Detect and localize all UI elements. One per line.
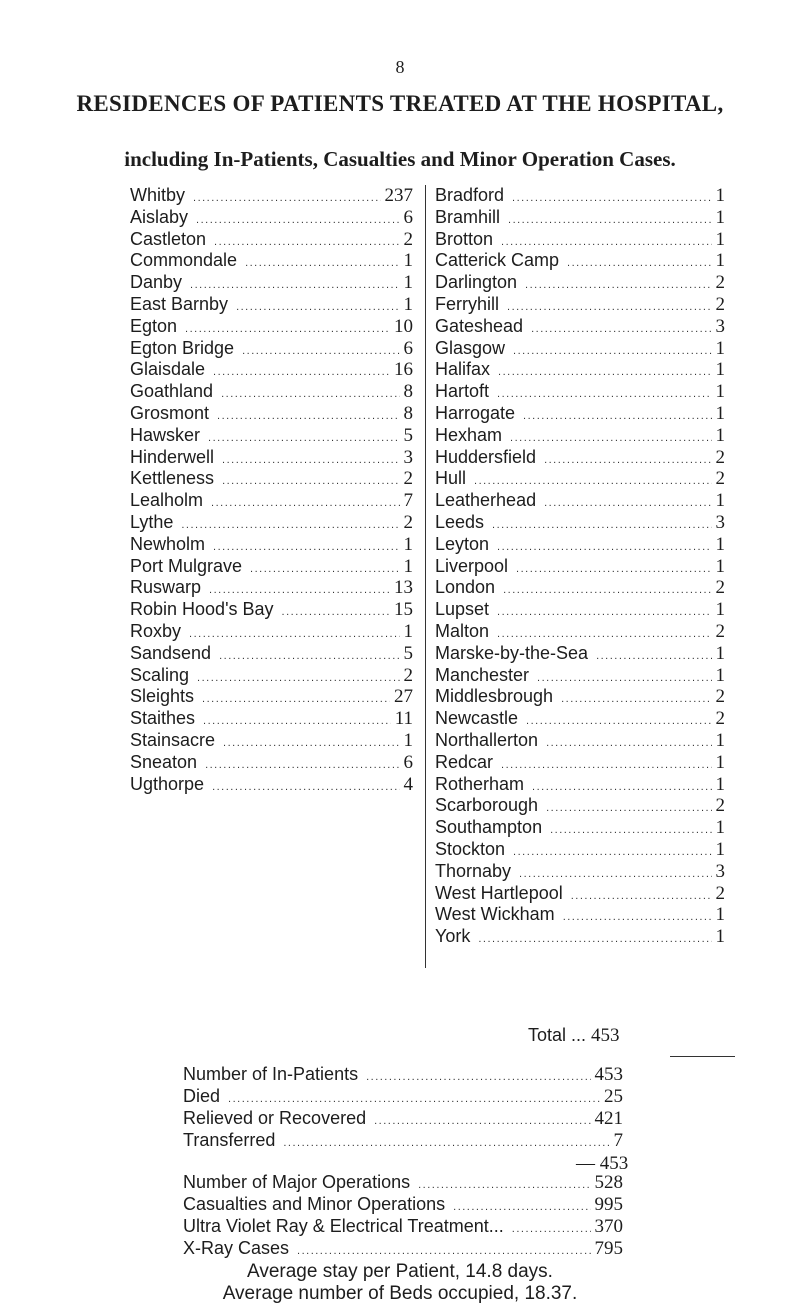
row-value: 1 bbox=[715, 664, 725, 686]
row-label: Sleights bbox=[130, 686, 195, 707]
table-row bbox=[435, 490, 725, 512]
row-value: 5 bbox=[403, 642, 413, 664]
table-row bbox=[183, 1130, 623, 1152]
row-label: Malton bbox=[435, 620, 490, 641]
row-value: 237 bbox=[384, 185, 413, 206]
row-value: 2 bbox=[715, 293, 725, 315]
table-row bbox=[435, 468, 725, 490]
row-label: Port Mulgrave bbox=[130, 555, 243, 576]
row-value: 6 bbox=[403, 337, 413, 359]
dot-leader bbox=[508, 214, 711, 226]
dot-leader bbox=[550, 824, 711, 836]
row-value: 1 bbox=[715, 250, 725, 272]
table-row bbox=[435, 599, 725, 621]
row-value: 8 bbox=[403, 381, 413, 403]
row-label: Ferryhill bbox=[435, 293, 500, 314]
row-label: Lythe bbox=[130, 511, 174, 532]
row-label: Stockton bbox=[435, 838, 506, 859]
row-value: 15 bbox=[394, 599, 413, 621]
table-row bbox=[130, 752, 413, 774]
table-row bbox=[130, 577, 413, 599]
row-label: Number of Major Operations bbox=[183, 1172, 411, 1192]
table-row bbox=[130, 512, 413, 534]
row-label: Staithes bbox=[130, 708, 196, 729]
row-value: 1 bbox=[715, 206, 725, 228]
table-row bbox=[183, 1086, 623, 1108]
row-label: Transferred bbox=[183, 1130, 276, 1150]
row-value: 2 bbox=[715, 577, 725, 599]
row-label: Huddersfield bbox=[435, 446, 537, 467]
row-label: Lealholm bbox=[130, 490, 204, 511]
row-value: 6 bbox=[403, 206, 413, 228]
row-value: 3 bbox=[715, 860, 725, 882]
table-row bbox=[435, 730, 725, 752]
table-row bbox=[435, 512, 725, 534]
row-value: 3 bbox=[715, 315, 725, 337]
table-row bbox=[435, 621, 725, 643]
dot-leader bbox=[185, 323, 390, 335]
table-row bbox=[130, 708, 413, 730]
dot-leader bbox=[546, 802, 711, 814]
dot-leader bbox=[501, 236, 711, 248]
dot-leader bbox=[563, 911, 712, 923]
dot-leader bbox=[525, 279, 711, 291]
dot-leader bbox=[497, 388, 711, 400]
page-title: RESIDENCES OF PATIENTS TREATED AT THE HOSPITAL, bbox=[76, 91, 724, 116]
table-row bbox=[435, 883, 725, 905]
total-value: 453 bbox=[591, 1025, 620, 1046]
table-row bbox=[435, 425, 725, 447]
dot-leader bbox=[228, 1093, 600, 1105]
table-row bbox=[435, 534, 725, 556]
row-label: Castleton bbox=[130, 228, 207, 249]
row-label: Glaisdale bbox=[130, 359, 206, 380]
table-row bbox=[435, 316, 725, 338]
row-value: 11 bbox=[394, 708, 413, 730]
table-row bbox=[130, 250, 413, 272]
row-label: Catterick Camp bbox=[435, 250, 560, 271]
average-beds: Average number of Beds occupied, 18.37. bbox=[222, 1283, 578, 1304]
row-value: 1 bbox=[715, 490, 725, 512]
table-row bbox=[435, 381, 725, 403]
dot-leader bbox=[544, 454, 711, 466]
row-label: Bradford bbox=[435, 185, 505, 205]
dot-leader bbox=[497, 628, 711, 640]
row-label: Hartoft bbox=[435, 381, 490, 402]
total-label: Total ... bbox=[528, 1025, 587, 1045]
table-row bbox=[435, 294, 725, 316]
row-label: Hexham bbox=[435, 424, 503, 445]
row-value: 1 bbox=[715, 555, 725, 577]
table-row bbox=[130, 272, 413, 294]
dot-leader bbox=[213, 366, 390, 378]
row-value: 7 bbox=[613, 1130, 623, 1151]
row-value: 16 bbox=[394, 359, 413, 381]
table-row bbox=[435, 556, 725, 578]
dot-leader bbox=[374, 1115, 590, 1127]
dot-leader bbox=[531, 323, 711, 335]
row-label: Thornaby bbox=[435, 860, 512, 881]
table-row bbox=[183, 1238, 623, 1260]
table-row bbox=[130, 403, 413, 425]
dot-leader bbox=[211, 497, 399, 509]
row-label: Hull bbox=[435, 468, 467, 489]
row-value: 1 bbox=[715, 359, 725, 381]
table-row bbox=[435, 752, 725, 774]
total-rule bbox=[670, 1056, 735, 1057]
row-value: 1 bbox=[715, 381, 725, 403]
row-label: Halifax bbox=[435, 359, 491, 380]
dot-leader bbox=[516, 563, 711, 575]
row-label: Harrogate bbox=[435, 402, 516, 423]
row-label: Commondale bbox=[130, 250, 238, 271]
row-value: 1 bbox=[403, 250, 413, 272]
dot-leader bbox=[197, 672, 399, 684]
table-row bbox=[130, 316, 413, 338]
dot-leader bbox=[222, 475, 399, 487]
dot-leader bbox=[245, 257, 399, 269]
row-value: 27 bbox=[394, 686, 413, 708]
row-label: Manchester bbox=[435, 664, 530, 685]
total-row bbox=[528, 1025, 728, 1047]
page-subtitle: including In-Patients, Casualties and Minor Operation Cases. bbox=[124, 147, 676, 171]
table-row bbox=[183, 1194, 623, 1216]
row-value: 1 bbox=[715, 904, 725, 926]
row-value: 1 bbox=[715, 817, 725, 839]
row-value: 5 bbox=[403, 424, 413, 446]
table-row bbox=[183, 1108, 623, 1130]
row-label: East Barnby bbox=[130, 293, 229, 314]
dot-leader bbox=[213, 541, 399, 553]
inpatient-stats bbox=[183, 1064, 623, 1152]
table-row bbox=[183, 1172, 623, 1194]
row-label: Bramhill bbox=[435, 206, 501, 227]
dot-leader bbox=[492, 519, 711, 531]
row-value: 795 bbox=[594, 1238, 623, 1259]
row-label: Sandsend bbox=[130, 642, 212, 663]
row-value: 2 bbox=[403, 664, 413, 686]
row-label: Liverpool bbox=[435, 555, 509, 576]
row-label: Died bbox=[183, 1086, 221, 1106]
row-label: Lupset bbox=[435, 599, 490, 620]
dot-leader bbox=[513, 846, 711, 858]
row-value: 2 bbox=[715, 708, 725, 730]
row-value: 13 bbox=[394, 577, 413, 599]
dot-leader bbox=[202, 693, 390, 705]
row-label: Kettleness bbox=[130, 468, 215, 489]
row-value: 8 bbox=[403, 402, 413, 424]
row-label: Casualties and Minor Operations bbox=[183, 1194, 446, 1214]
table-row bbox=[435, 686, 725, 708]
table-row bbox=[130, 774, 413, 796]
row-value: 7 bbox=[403, 490, 413, 512]
row-value: 1 bbox=[403, 533, 413, 555]
table-row bbox=[435, 817, 725, 839]
dot-leader bbox=[596, 650, 711, 662]
row-value: 1 bbox=[715, 599, 725, 621]
row-label: Newcastle bbox=[435, 708, 519, 729]
row-value: 2 bbox=[403, 468, 413, 490]
dot-leader bbox=[219, 650, 399, 662]
treatment-stats bbox=[183, 1172, 623, 1260]
dot-leader bbox=[544, 497, 711, 509]
row-label: Roxby bbox=[130, 620, 182, 641]
row-label: Northallerton bbox=[435, 729, 539, 750]
table-row bbox=[435, 643, 725, 665]
row-label: Leeds bbox=[435, 511, 485, 532]
dot-leader bbox=[282, 606, 390, 618]
dot-leader bbox=[209, 584, 390, 596]
table-row bbox=[435, 577, 725, 599]
row-value: 1 bbox=[715, 185, 725, 206]
inpatient-subtotal: — 453 bbox=[576, 1153, 629, 1174]
table-row bbox=[435, 795, 725, 817]
dot-leader bbox=[512, 192, 711, 204]
dot-leader bbox=[561, 693, 711, 705]
dot-leader bbox=[181, 519, 399, 531]
row-value: 2 bbox=[715, 272, 725, 294]
row-value: 2 bbox=[715, 795, 725, 817]
dot-leader bbox=[212, 781, 399, 793]
dot-leader bbox=[503, 584, 711, 596]
table-row bbox=[435, 250, 725, 272]
row-value: 421 bbox=[594, 1108, 623, 1129]
dot-leader bbox=[532, 781, 711, 793]
dot-leader bbox=[208, 432, 399, 444]
dot-leader bbox=[474, 475, 711, 487]
dot-leader bbox=[222, 454, 399, 466]
dot-leader bbox=[567, 257, 711, 269]
left-residence-list bbox=[130, 185, 413, 795]
row-label: West Hartlepool bbox=[435, 882, 563, 903]
row-value: 2 bbox=[715, 620, 725, 642]
row-label: Middlesbrough bbox=[435, 686, 554, 707]
row-label: Number of In-Patients bbox=[183, 1064, 359, 1084]
dot-leader bbox=[478, 933, 711, 945]
dot-leader bbox=[512, 1223, 591, 1235]
dot-leader bbox=[283, 1137, 609, 1149]
row-value: 1 bbox=[715, 773, 725, 795]
row-label: Hawsker bbox=[130, 424, 201, 445]
row-value: 1 bbox=[715, 533, 725, 555]
row-value: 3 bbox=[715, 511, 725, 533]
row-label: London bbox=[435, 577, 496, 598]
row-label: Goathland bbox=[130, 381, 214, 402]
row-label: Relieved or Recovered bbox=[183, 1108, 367, 1128]
row-label: Leatherhead bbox=[435, 490, 537, 511]
row-value: 25 bbox=[604, 1086, 623, 1107]
dot-leader bbox=[501, 759, 711, 771]
dot-leader bbox=[418, 1179, 590, 1191]
table-row bbox=[435, 185, 725, 207]
row-label: Robin Hood's Bay bbox=[130, 599, 274, 620]
row-value: 528 bbox=[594, 1172, 623, 1193]
row-label: Scaling bbox=[130, 664, 190, 685]
dot-leader bbox=[223, 737, 399, 749]
table-row bbox=[435, 774, 725, 796]
row-label: Whitby bbox=[130, 185, 186, 205]
table-row bbox=[130, 665, 413, 687]
table-row bbox=[130, 229, 413, 251]
table-row bbox=[130, 643, 413, 665]
row-label: York bbox=[435, 926, 471, 947]
row-label: Ultra Violet Ray & Electrical Treatment... bbox=[183, 1216, 504, 1236]
dot-leader bbox=[526, 715, 711, 727]
dot-leader bbox=[498, 366, 711, 378]
table-row bbox=[130, 338, 413, 360]
page-number: 8 bbox=[395, 57, 405, 77]
row-value: 6 bbox=[403, 751, 413, 773]
dot-leader bbox=[453, 1201, 590, 1213]
row-label: Darlington bbox=[435, 272, 518, 293]
dot-leader bbox=[221, 388, 399, 400]
table-row bbox=[130, 534, 413, 556]
table-row bbox=[183, 1216, 623, 1238]
row-label: Hinderwell bbox=[130, 446, 215, 467]
table-row bbox=[130, 359, 413, 381]
row-label: Egton bbox=[130, 315, 178, 336]
table-row bbox=[130, 599, 413, 621]
row-value: 995 bbox=[594, 1194, 623, 1215]
row-value: 1 bbox=[403, 620, 413, 642]
row-label: Sneaton bbox=[130, 751, 198, 772]
row-value: 453 bbox=[594, 1064, 623, 1085]
row-value: 2 bbox=[715, 446, 725, 468]
table-row bbox=[130, 294, 413, 316]
row-value: 1 bbox=[403, 555, 413, 577]
table-row bbox=[130, 730, 413, 752]
table-row bbox=[435, 665, 725, 687]
dot-leader bbox=[497, 541, 711, 553]
table-row bbox=[130, 490, 413, 512]
dot-leader bbox=[513, 345, 711, 357]
row-value: 1 bbox=[715, 337, 725, 359]
dot-leader bbox=[236, 301, 399, 313]
row-label: Brotton bbox=[435, 228, 494, 249]
row-label: Marske-by-the-Sea bbox=[435, 642, 589, 663]
dot-leader bbox=[571, 890, 712, 902]
row-value: 1 bbox=[715, 751, 725, 773]
row-value: 1 bbox=[715, 926, 725, 948]
row-label: Glasgow bbox=[435, 337, 506, 358]
row-label: Rotherham bbox=[435, 773, 525, 794]
dot-leader bbox=[217, 410, 399, 422]
table-row bbox=[183, 1064, 623, 1086]
row-label: Danby bbox=[130, 272, 183, 293]
row-label: Redcar bbox=[435, 751, 494, 772]
row-label: X-Ray Cases bbox=[183, 1238, 290, 1258]
dot-leader bbox=[193, 192, 380, 204]
row-label: Southampton bbox=[435, 817, 543, 838]
table-row bbox=[435, 229, 725, 251]
row-value: 1 bbox=[403, 272, 413, 294]
dot-leader bbox=[214, 236, 399, 248]
table-row bbox=[130, 185, 413, 207]
dot-leader bbox=[507, 301, 711, 313]
row-label: Aislaby bbox=[130, 206, 189, 227]
dot-leader bbox=[519, 868, 711, 880]
row-value: 1 bbox=[715, 642, 725, 664]
average-stay: Average stay per Patient, 14.8 days. bbox=[247, 1261, 553, 1282]
dot-leader bbox=[497, 606, 711, 618]
dot-leader bbox=[537, 672, 711, 684]
row-label: Stainsacre bbox=[130, 729, 216, 750]
table-row bbox=[130, 447, 413, 469]
dot-leader bbox=[250, 563, 399, 575]
dot-leader bbox=[190, 279, 399, 291]
dot-leader bbox=[242, 345, 399, 357]
table-row bbox=[435, 338, 725, 360]
table-row bbox=[435, 926, 725, 948]
row-value: 2 bbox=[715, 468, 725, 490]
dot-leader bbox=[546, 737, 711, 749]
row-label: Ruswarp bbox=[130, 577, 202, 598]
row-value: 1 bbox=[715, 402, 725, 424]
row-label: Grosmont bbox=[130, 402, 210, 423]
row-value: 2 bbox=[715, 882, 725, 904]
dot-leader bbox=[510, 432, 711, 444]
table-row bbox=[435, 207, 725, 229]
table-row bbox=[435, 272, 725, 294]
row-label: Newholm bbox=[130, 533, 206, 554]
row-value: 4 bbox=[403, 773, 413, 795]
row-value: 1 bbox=[403, 293, 413, 315]
dot-leader bbox=[366, 1071, 590, 1083]
row-label: Ugthorpe bbox=[130, 773, 205, 794]
dot-leader bbox=[196, 214, 399, 226]
dot-leader bbox=[203, 715, 391, 727]
row-value: 1 bbox=[715, 729, 725, 751]
dot-leader bbox=[523, 410, 711, 422]
row-value: 1 bbox=[403, 729, 413, 751]
row-label: West Wickham bbox=[435, 904, 555, 925]
table-row bbox=[130, 686, 413, 708]
row-value: 1 bbox=[715, 228, 725, 250]
table-row bbox=[130, 207, 413, 229]
row-value: 1 bbox=[715, 838, 725, 860]
row-value: 370 bbox=[594, 1216, 623, 1237]
table-row bbox=[130, 425, 413, 447]
dot-leader bbox=[189, 628, 399, 640]
table-row bbox=[130, 556, 413, 578]
table-row bbox=[130, 381, 413, 403]
row-value: 2 bbox=[403, 228, 413, 250]
table-row bbox=[130, 468, 413, 490]
row-value: 2 bbox=[715, 686, 725, 708]
row-label: Leyton bbox=[435, 533, 490, 554]
dot-leader bbox=[205, 759, 399, 771]
table-row bbox=[435, 708, 725, 730]
table-row bbox=[435, 839, 725, 861]
row-label: Scarborough bbox=[435, 795, 539, 816]
dot-leader bbox=[297, 1245, 590, 1257]
column-divider bbox=[425, 185, 426, 968]
table-row bbox=[435, 403, 725, 425]
row-value: 2 bbox=[403, 511, 413, 533]
right-residence-list bbox=[435, 185, 725, 948]
row-label: Egton Bridge bbox=[130, 337, 235, 358]
table-row bbox=[130, 621, 413, 643]
table-row bbox=[435, 359, 725, 381]
row-label: Gateshead bbox=[435, 315, 524, 336]
table-row bbox=[435, 861, 725, 883]
table-row bbox=[435, 904, 725, 926]
row-value: 10 bbox=[394, 315, 413, 337]
row-value: 1 bbox=[715, 424, 725, 446]
table-row bbox=[435, 447, 725, 469]
row-value: 3 bbox=[403, 446, 413, 468]
